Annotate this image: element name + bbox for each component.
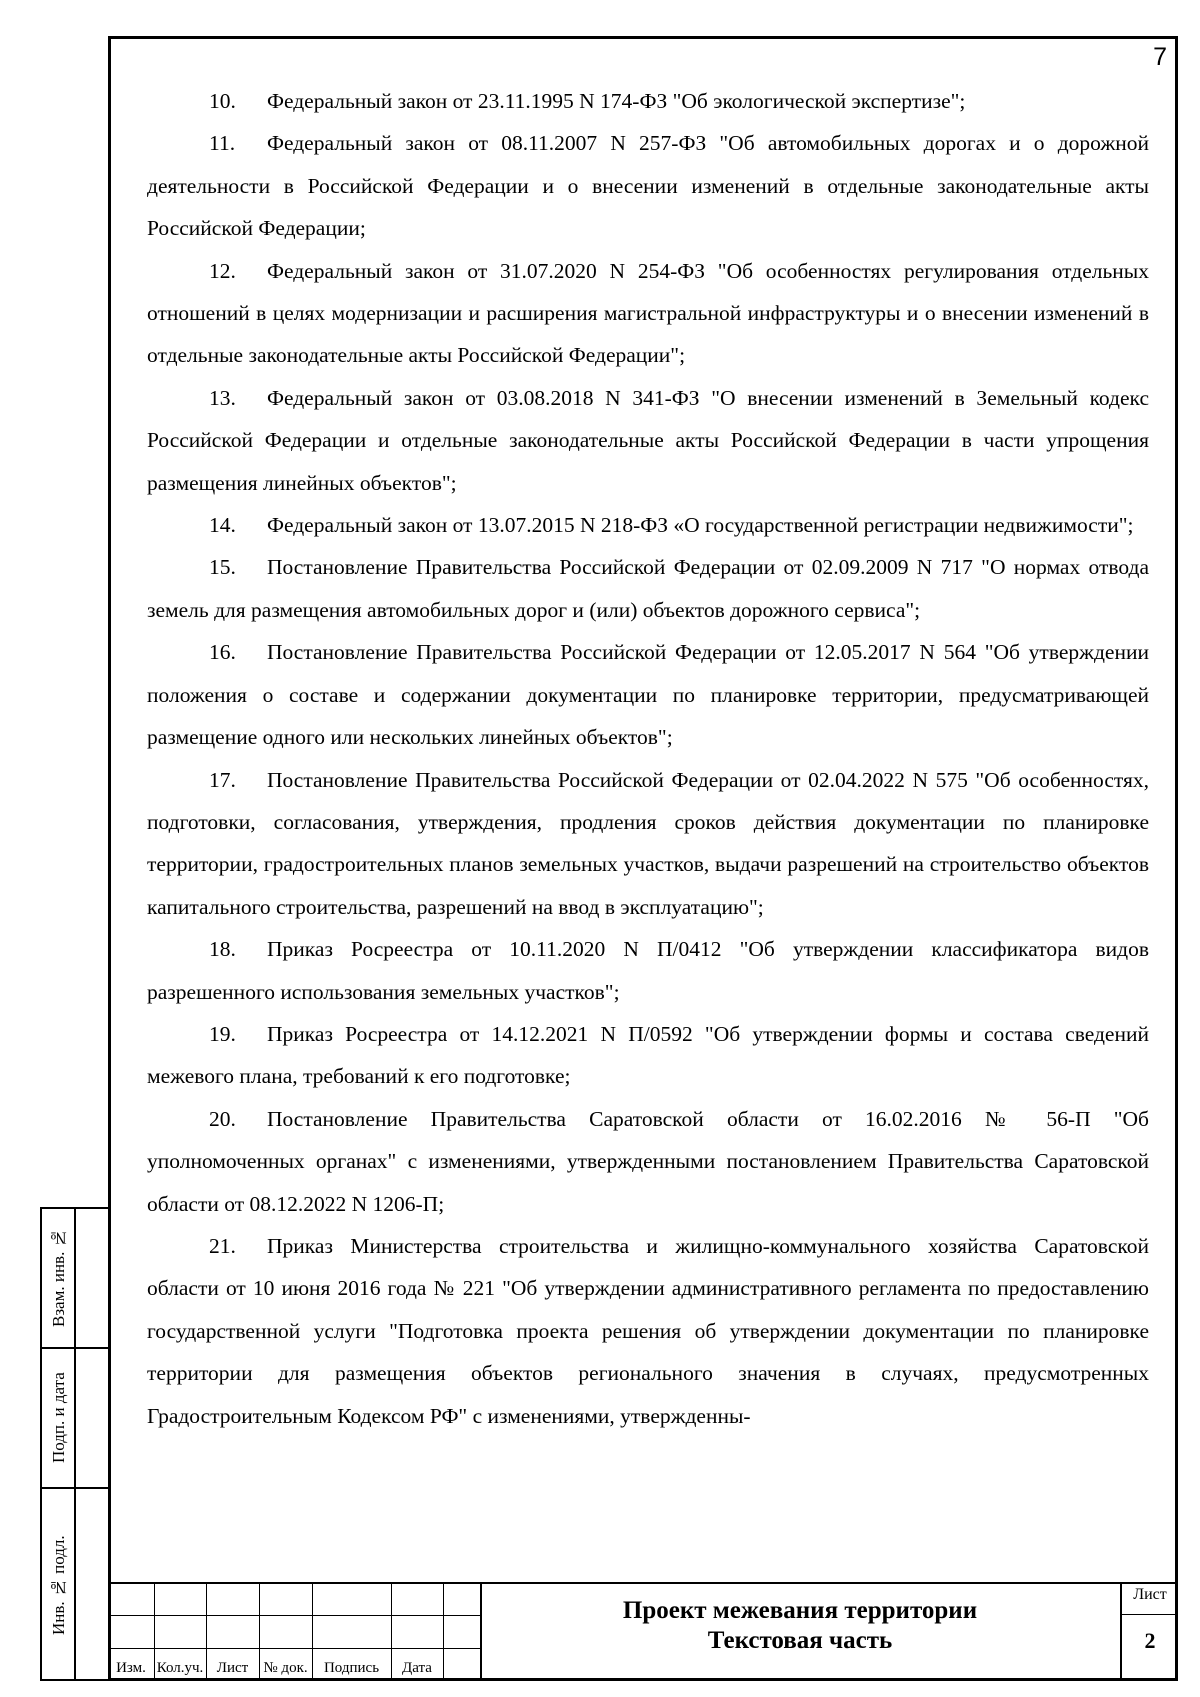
item-number: 19.	[209, 1021, 236, 1046]
sheet-box	[1120, 1584, 1178, 1681]
item-number: 10.	[209, 89, 236, 113]
side-row-vzam-inv	[42, 1209, 108, 1349]
page-corner-number: 7	[1153, 43, 1167, 71]
list-item	[147, 504, 1149, 546]
list-item	[147, 80, 1149, 122]
item-text: Федеральный закон от 08.11.2007 N 257-ФЗ "Об автомобильных дорогах и о дорожной деятельности в Российской Федерации и о внесении изменений в отдельные законодательные акты Российской Федерации;	[147, 131, 1149, 241]
item-number: 12.	[209, 258, 236, 283]
item-text: Федеральный закон от 03.08.2018 N 341-ФЗ "О внесении изменений в Земельный кодекс Российской Федерации и отдельные законодательные акты Российской Федерации в части упрощения размещения линейных объектов";	[147, 385, 1149, 495]
item-text: Приказ Росреестра от 10.11.2020 N П/0412 "Об утверждении классификатора видов разрешенного использования земельных участков";	[147, 937, 1149, 1004]
column-date: Дата	[402, 1660, 432, 1676]
list-item	[147, 1225, 1149, 1437]
side-label-vzam-inv: Взам. инв. №	[49, 1228, 68, 1328]
tb-row-line	[108, 1648, 480, 1649]
item-text: Федеральный закон от 23.11.1995 N 174-ФЗ "Об экологической экспертизе";	[267, 89, 966, 113]
list-item	[147, 122, 1149, 249]
document-frame	[108, 36, 1178, 1681]
side-row-inv-podl	[42, 1489, 108, 1681]
item-text: Приказ Росреестра от 14.12.2021 N П/0592 "Об утверждении формы и состава сведений межевого плана, требований к его подготовке;	[147, 1021, 1149, 1089]
item-text: Федеральный закон от 13.07.2015 N 218-ФЗ «О государственной регистрации недвижимости";	[267, 513, 1134, 538]
list-item	[147, 1013, 1149, 1098]
item-text: Постановление Правительства Саратовской области от 16.02.2016 № 56-П "Об уполномоченных органах" с изменениями, утвержденными постановлением Правительства Саратовской области от 08.12.2022 N 1206-П;	[147, 1106, 1149, 1216]
item-number: 16.	[209, 640, 236, 665]
side-row-podp-data	[42, 1349, 108, 1489]
item-text: Постановление Правительства Российской Федерации от 02.09.2009 N 717 "О нормах отвода земель для размещения автомобильных дорог и (или) объектов дорожного сервиса";	[147, 555, 1149, 622]
column-kol-uch: Кол.уч.	[156, 1660, 204, 1676]
item-text: Приказ Министерства строительства и жилищно-коммунального хозяйства Саратовской области от 10 июня 2016 года № 221 "Об утверждении административного регламента по предоставлению государственной услуги "Подготовка проекта решения об утверждении документации по планировке территории для размещения объектов регионального значения в случаях, предусмотренных Градостроительным Кодексом РФ" с изменениями, утвержденны-	[147, 1233, 1149, 1428]
item-number: 14.	[209, 513, 236, 538]
column-list: Лист	[216, 1660, 249, 1676]
document-title	[480, 1596, 1120, 1656]
document-title-line1: Проект межевания территории	[622, 1597, 978, 1624]
sheet-label: Лист	[1133, 1586, 1167, 1603]
side-label-podp-data: Подп. и дата	[49, 1372, 68, 1464]
list-item	[147, 1098, 1149, 1225]
list-item	[147, 928, 1149, 1013]
list-item	[147, 377, 1149, 504]
sheet-divider	[1122, 1614, 1178, 1615]
item-number: 13.	[209, 385, 236, 410]
side-label-inv-podl: Инв. № подл.	[49, 1535, 68, 1635]
list-item	[147, 759, 1149, 929]
column-izm: Изм.	[116, 1660, 146, 1676]
column-signature: Подпись	[323, 1660, 380, 1676]
item-number: 11.	[209, 131, 236, 156]
list-item	[147, 546, 1149, 631]
tb-col-line	[443, 1584, 444, 1681]
column-doc-number: № док.	[263, 1660, 308, 1676]
item-text: Федеральный закон от 31.07.2020 N 254-ФЗ "Об особенностях регулирования отдельных отношений в целях модернизации и расширения магистральной инфраструктуры и о внесении изменений в отдельные законодательные акты Российской Федерации";	[147, 258, 1149, 368]
document-body	[147, 80, 1149, 1437]
item-number: 17.	[209, 767, 236, 792]
item-number: 20.	[209, 1106, 236, 1131]
list-item	[147, 631, 1149, 758]
document-title-line2: Текстовая часть	[707, 1627, 893, 1654]
item-number: 21.	[209, 1233, 236, 1258]
title-block	[108, 1582, 1178, 1681]
item-number: 15.	[209, 555, 236, 580]
sheet-number: 2	[1144, 1628, 1156, 1653]
list-item	[147, 250, 1149, 377]
item-text: Постановление Правительства Российской Федерации от 12.05.2017 N 564 "Об утверждении положения о составе и содержании документации по планировке территории, предусматривающей размещение одного или нескольких линейных объектов";	[147, 640, 1149, 750]
item-text: Постановление Правительства Российской Федерации от 02.04.2022 N 575 "Об особенностях, подготовки, согласования, утверждения, продления сроков действия документации по планировке территории, градостроительных планов земельных участков, выдачи разрешений на строительство объектов капитального строительства, разрешений на ввод в эксплуатацию";	[147, 767, 1149, 919]
tb-row-line	[108, 1615, 480, 1616]
side-stamp	[40, 1207, 108, 1681]
item-number: 18.	[209, 937, 236, 962]
